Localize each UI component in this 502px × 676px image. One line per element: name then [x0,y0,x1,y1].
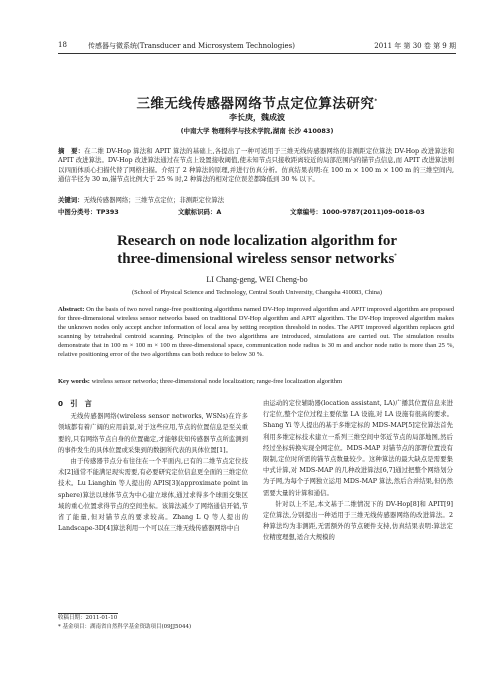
body-column-right [263,398,453,544]
footnote-fund: * 基金项目：湖南省自然科学基金资助项目(09JJ5044) [58,624,192,630]
body-paragraph: 无线传感器网络(wireless sensor networks, WSNs)在许多领域都有着广阔的应用前景,对于这些应用,节点的位置信息是至关重要的,只有网络节点自身的位置确定,才能够获知传感器节点所监测到的事件发生的具体位置或采集到的数据所代表的具体位置[1]。 [58,413,248,454]
section-title: 引 言 [70,399,92,408]
section-number: 0 [58,399,64,408]
keywords-chinese-label: 关键词： [58,196,84,204]
title-chinese-mark: * [374,98,378,105]
document-code: 文献标识码：A [178,208,222,216]
body-paragraph: 由运动的定位辅助器(location assistant, LA)广播其位置信息来进行定位,整个定位过程主要依靠 LA 设施,对 LA 设施有很高的要求。Shang Yi 等人提出的基于多维定标的 MDS-MAP[5]定位算法首先利用多维定标技术建立一系列三维空间中邻近节点的局部地图,然后经过坐标转换实现全网定位。MDS-MAP 对锚节点的部署位置没有限制,定位时所需的锚节点数量较少。这种算法的最大缺点是需要集中式计算,对 MDS-MAP 的几种改进算法[6,7]通过把整个网络划分为子网,为每个子网独立运用 MDS-MAP 算法,然后合并结果,但仍然需要大量的计算和通信。 [263,400,453,497]
affiliation-english: (School of Physical Science and Technology, Central South University, Changsha 410083, China) [132,289,382,296]
running-header [58,41,456,54]
footnote-received-date: 收稿日期：2011-01-10 [58,615,118,621]
section-heading [58,398,248,409]
journal-name: 传感器与微系统(Transducer and Microsystem Technologies) [88,42,295,50]
keywords-english [58,377,454,386]
article-id: 文章编号：1000-9787(2011)09-0018-03 [290,208,425,216]
title-english-line-1: Research on node localization algorithm for [116,233,398,249]
keywords-chinese [58,196,454,205]
authors-english: LI Chang-geng, WEI Cheng-bo [206,275,308,284]
clc-number: 中图分类号：TP393 [58,208,119,216]
abstract-english-label: Abstract: [58,306,85,313]
title-chinese [58,92,456,112]
title-english [58,232,456,268]
title-english-line-2: three-dimensional wireless sensor networks [117,251,395,267]
abstract-english [58,305,454,360]
affiliation-chinese: (中南大学 物理科学与技术学院,湖南 长沙 410083) [180,127,334,135]
abstract-chinese-text: 在二维 DV-Hop 算法和 APIT 算法的基础上,各提出了一种可适用于三维无线传感器网络的非测距定位算法 DV-Hop 改进算法和 APIT 改进算法。DV-Hop 改进算法通过在节点上设置接收阈值,使未知节点只接收距离较近的局部范围内的锚节点信息,而 APIT 改进算法则以四面体质心扫描代替了网格扫描。介绍了 2 种算法的原理,并进行仿真分析。仿真结果表明:在 100 m × 100 m × 100 m 的三维空间内,通信半径为 30 m,锚节点比例大于 25 % 时,2 种算法的相对定位误差都降低到 30 % 以下。 [58,147,454,184]
keywords-english-label: Key words: [58,378,90,385]
title-chinese-text: 三维无线传感器网络节点定位算法研究 [136,96,375,112]
title-english-line-2-wrap [58,250,456,268]
abstract-english-text: On the basis of two novel range-free positioning algorithms named DV-Hop improved algorithm and APIT improved algorithm are proposed for three-dimensional wireless sensor networks based on traditional DV-Hop algorithm and APIT algorithm. The DV-Hop improved algorithm makes the unknown nodes only accept anchor information of local area by setting reception threshold in nodes. The APIT improved algorithm replaces grid scanning by tetrahedral centroid scanning. Principles of the two algorithms are introduced, simulations are carried out. The simulation results demonstrate that in 100 m × 100 m × 100 m three-dimensional space, communication node radius is 30 m and anchor node ratio is more than 25 %, relative positioning error of the two algorithms can both reduce to below 30 %. [58,306,455,359]
body-column-left [58,398,248,534]
keywords-chinese-text: 无线传感器网络；三维节点定位；非测距定位算法 [83,196,225,204]
authors-chinese: 李长庚，魏成波 [229,112,285,122]
abstract-chinese [58,147,454,185]
abstract-chinese-label: 摘 要： [58,147,85,155]
page-number: 18 [58,41,67,49]
body-paragraph: 由于传感器节点分布往往在一个平面内,已有的二维节点定位技术[2]通常不能满足现实需要,有必要研究定位信息更全面的三维定位技术。Lu Lianghin 等人提出的 APIS[3](approximate point in sphere)算法以球体节点为中心建立球体,通过求得多个球面交集区域的重心位置求得节点的空间坐标。该算法减少了网络通信开销,节省了能量,但对锚节点的要求较高。Zhang L Q 等人提出的 Landscape-3D[4]算法利用一个可以在三维无线传感器网络中自 [58,458,248,533]
keywords-english-text: wireless sensor networks; three-dimensional node localization; range-free localization algorithm [91,378,343,385]
issue-info: 2011 年 第 30 卷 第 9 期 [374,42,456,50]
body-paragraph: 针对以上不足,本文基于二维情况下的 DV-Hop[8]和 APIT[9]定位算法,分别提出一种适用于三维无线传感器网络的改进算法。2 种算法均为非测距,无需额外的节点硬件支持,仿真结果表明:算法定位精度理想,适合大规模的 [263,500,453,542]
title-english-mark: * [394,254,397,259]
